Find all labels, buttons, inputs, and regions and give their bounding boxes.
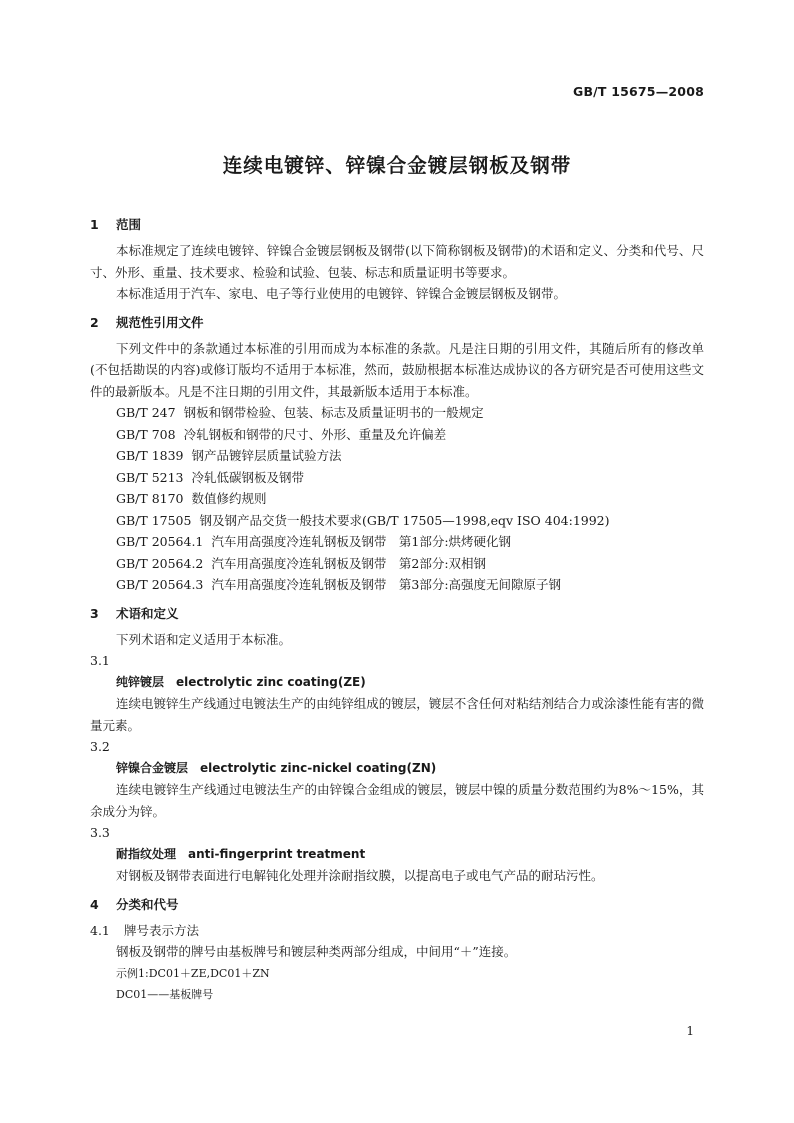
reference-code: GB/T 20564.1: [116, 534, 204, 549]
example-line: DC01——基板牌号: [116, 987, 214, 1001]
reference-title: 钢产品镀锌层质量试验方法: [191, 448, 342, 463]
reference-item: [90, 531, 704, 553]
term-name-en: anti-fingerprint treatment: [188, 846, 366, 861]
reference-title: 钢及钢产品交货一般技术要求(GB/T 17505—1998,eqv ISO 404:1992): [199, 512, 610, 528]
section-title: 规范性引用文件: [116, 314, 204, 330]
section-title: 术语和定义: [116, 605, 179, 621]
section-heading-normative-references: [90, 313, 704, 333]
page-number: 1: [686, 1024, 694, 1038]
reference-item: [90, 553, 704, 575]
term-name-zh: 耐指纹处理: [116, 846, 177, 861]
term-name-zh: 纯锌镀层: [116, 674, 165, 689]
subsection-number: 4.1: [90, 922, 110, 938]
reference-item: [90, 402, 704, 424]
term-number: 3.2: [90, 739, 110, 754]
reference-title: 冷轧低碳钢板及钢带: [191, 469, 305, 485]
term-definition: 连续电镀锌生产线通过电镀法生产的由锌镍合金组成的镀层，镀层中镍的质量分数范围约为8%～15%，其余成分为锌。: [90, 782, 704, 819]
reference-title: 数值修约规则: [191, 491, 267, 506]
term-name-en: electrolytic zinc coating(ZE): [176, 674, 366, 689]
reference-item: [90, 445, 704, 467]
section-title: 范围: [116, 217, 142, 232]
subsection-heading: [90, 920, 704, 942]
standard-code: GB/T 15675—2008: [572, 84, 704, 99]
term-name-en: electrolytic zinc-nickel coating(ZN): [200, 760, 437, 775]
reference-code: GB/T 20564.2: [116, 555, 204, 571]
section-heading-scope: [90, 215, 704, 235]
reference-item: [90, 510, 704, 532]
reference-item: [90, 424, 704, 446]
reference-code: GB/T 17505: [116, 512, 192, 528]
term-name: [90, 672, 704, 694]
term-number: 3.3: [90, 825, 110, 840]
reference-item: [90, 488, 704, 510]
reference-title: 汽车用高强度冷连轧钢板及钢带 第1部分:烘烤硬化钢: [211, 534, 512, 549]
paragraph: 钢板及钢带的牌号由基板牌号和镀层种类两部分组成，中间用“＋”连接。: [116, 944, 517, 959]
term-number: 3.1: [90, 653, 110, 668]
paragraph: 本标准规定了连续电镀锌、锌镍合金镀层钢板及钢带(以下简称钢板及钢带)的术语和定义、分类和代号、尺寸、外形、重量、技术要求、检验和试验、包装、标志和质量证明书等要求。: [90, 243, 704, 280]
paragraph: 本标准适用于汽车、家电、电子等行业使用的电镀锌、锌镍合金镀层钢板及钢带。: [116, 286, 567, 301]
reference-title: 汽车用高强度冷连轧钢板及钢带 第2部分:双相钢: [211, 555, 487, 571]
term-name: [90, 758, 704, 780]
reference-item: [90, 467, 704, 489]
reference-title: 汽车用高强度冷连轧钢板及钢带 第3部分:高强度无间隙原子钢: [211, 577, 562, 592]
term-definition: 连续电镀锌生产线通过电镀法生产的由纯锌组成的镀层，镀层不含任何对粘结剂结合力或涂漆性能有害的微量元素。: [90, 696, 704, 733]
paragraph: 下列文件中的条款通过本标准的引用而成为本标准的条款。凡是注日期的引用文件，其随后所有的修改单(不包括勘误的内容)或修订版均不适用于本标准，然而，鼓励根据本标准达成协议的各方研究是否可使用这些文件的最新版本。凡是不注日期的引用文件，其最新版本适用于本标准。: [90, 340, 704, 399]
reference-item: [90, 574, 704, 596]
reference-code: GB/T 20564.3: [116, 577, 204, 592]
section-number: 1: [90, 217, 99, 232]
subsection-title: 牌号表示方法: [124, 922, 200, 938]
reference-code: GB/T 708: [116, 426, 176, 442]
section-title: 分类和代号: [116, 896, 179, 912]
term-name-zh: 锌镍合金镀层: [116, 760, 189, 775]
example-line: 示例1:DC01＋ZE,DC01＋ZN: [116, 966, 270, 980]
section-number: 4: [90, 896, 99, 912]
paragraph: 下列术语和定义适用于本标准。: [116, 631, 292, 647]
reference-code: GB/T 1839: [116, 448, 184, 463]
term-definition: 对钢板及钢带表面进行电解钝化处理并涂耐指纹膜，以提高电子或电气产品的耐玷污性。: [116, 868, 604, 883]
document-title: 连续电镀锌、锌镍合金镀层钢板及钢带: [222, 154, 572, 177]
document-body: [90, 215, 704, 1005]
section-heading-classification: [90, 895, 704, 915]
reference-title: 冷轧钢板和钢带的尺寸、外形、重量及允许偏差: [183, 426, 447, 442]
reference-code: GB/T 5213: [116, 469, 184, 485]
section-number: 2: [90, 314, 99, 330]
term-name: [90, 844, 704, 866]
reference-code: GB/T 8170: [116, 491, 184, 506]
reference-code: GB/T 247: [116, 405, 176, 420]
section-number: 3: [90, 605, 99, 621]
reference-title: 钢板和钢带检验、包装、标志及质量证明书的一般规定: [183, 405, 484, 420]
section-heading-terms-and-definitions: [90, 604, 704, 624]
reference-list: [90, 402, 704, 596]
